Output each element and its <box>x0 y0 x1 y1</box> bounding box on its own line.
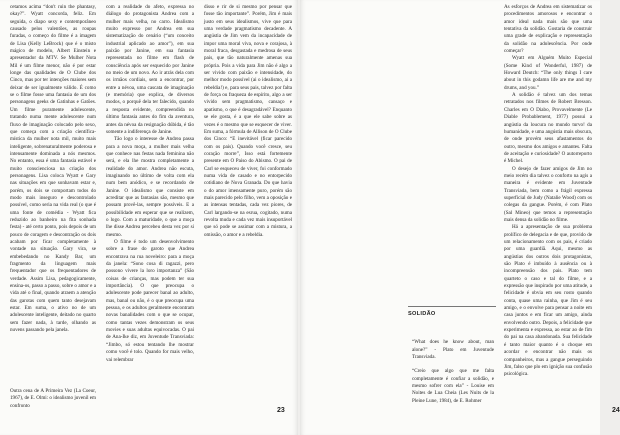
section-rule <box>408 306 496 307</box>
paragraph: O desejo de fazer amigos de Jim no meio recém dia talvez o conforto na agis a maneira é evidente em Juventude Transviada, bem como a frágil expressa superficial de Judy (Natalie Wood) com os colegas da gangue. Porém, é com Plato (Sal Mineo) que temos a representação mais densa da solidão no filme. <box>504 165 592 223</box>
section-title: SOLIDÃO <box>408 311 436 317</box>
epigraph-quote: “What does he know about, man alone?” - Plato em Juventude Transviada. <box>412 339 494 361</box>
epigraph-quote: “Creio que algo que me falta completamente é confiar a solidão, e mesmo sofrer com ela” - Louise em Noites de Lua Cheia (Les Nuits de la Pleine Lune, 1984), de E. Rohmer <box>412 368 494 404</box>
paragraph: O filme é todo um desenvolvimento sobre a frase do garoto que Andrea encontrava na rua noveleiro: para a moça da janela: “Sono cosa di ragazzi, pero possono vivere la loro importanza” (São coisas de crianças, mas podem ter sua importância). O que preocupa o adolescente pode parecer banal ao adulto, mas, banal ou não, é o que preocupa uma pessoa, e os adultos geralmente encontram novas banalidades com o que se ocupar, como tantas vezes demonstram os seus movies e suas adultas equivocadas. O pai de Ana-Ike diz, em Juventude Transviada: “Jimbo, só estou tentando lhe mostrar como você é tolo. Quando for mais velho, vai relembrar <box>106 239 194 363</box>
paragraph: cetamos acima “don't ruin the phantasy, okay?”. Wyatt concorda, feliz. Em seguida, o diapo sexy e contemporâneo causado pelos valentões, as roupas furadas, o começo do filme é a imagem de Lisa (Kelly LeBrock) que é o misto mágico de modelo, Albert Einstein e apresentador da MTV. Se Mulher Nota Mil é um filme menor, não é por estar longe das qualidades de O Clube dos Cinco, mas por ter intenções maiores sem deixar de ser igualmente válido. É como se o filme fosse uma fantasia de um dos personagens geeks de Gatinhas e Gatões. Um filme puramente adolescente, tratando numa mente adolescente num fluxo de imaginação colocado pelo sexo, que começa com a criação científica-mística da mulher nota mil, muito mais inteligente, sobrenaturalmente poderosa e intensamente dominada a nós mesmos. No entanto, essa é uma fantasia estável e muito conscienciosa na criação dos personagens. Lisa coloca Wyatt e Gary nas situações em que sonhavam estar e, porém, os dois se comportam todos do modo mais inseguro e descontrolado possível, como seria na vida real (o que é uma fonte de comédia - Wyatt fica reduzido ao banheiro na fita sonhada festa) - até certo ponto, pois depois de um pouco de coragem e descontração os dois acabam por ficar completamente à vontade na situação. Gary vira, se embebedando no Kandy Bar, um fragmento da linguagem mais frequentador que os frequentadores de verdade. Assim Lisa, pedagogicamente, ensina-os, passo a passo, sobre o amor e a vida até o final, quando atraem a atenção das garotas com quem tanto desejavam estar. Em suma, o ativo no de um adolescente inteligente, deitado no quarto sem fazer nada, à tarde, olhando as nuvens passando pela janela. <box>10 4 96 334</box>
paragraph: A solidão é talvez um dos temas retratados nos filmes de Robert Bresson. Charles em O Diabo, Provavelmente (Le Diable Probablement, 1977) possui a angústia da loucura no mundo turvo! da humanidade, e uma angústia mais obscura, de onde provém seus afastamentos do outro, mesmo dos amigos e amantes. Falta de aceitação e curiosidade? O autorreporto é Michel. <box>504 92 592 165</box>
page-number-left: 23 <box>277 407 285 414</box>
right-column-3 <box>504 4 592 379</box>
paragraph: Wyatt em Alguém Muito Especial (Some Kind of Wonderful, 1987) de Howard Deutch: “The only things I care about in this godamn life are me and my drums, and you.” <box>504 55 592 91</box>
paragraph: disso e rir de si mesmo por pensar que fosse tão importante”. Porém, Jim é mais justo em seus idealismos, vive que para uma verdade pragmatismo decadente. A angústia de Jim vem da incapacidade de impor uma moral viva, nova e corajosa, à moral fraca, desgastada e medrosa de seus pais, que tão naturalmente amenas sua própria. Pois a vida para Jim não é algo a ser vivido com paixão e intensidade, do melhor modo possível (ai o idealismo, ai a rebeldia!) e, para seus pais, talvez por falta de força ou fraqueza de espírito, algo a ser vivido sem pragmatismo, cansaço e apatismo, o que é desagradável? Enquanto se ele gosta, é a que ele sabe sobre as vezes é o mesmo que se esquecer de viver. Em suma, a fórmula de Allison de O Clube dos Cinco: “E inevitável (ficar parecido com os pais). Quando você cresce, seu coração morre”, Isso está fortemente presente em O Paiso do Abismo. O pai de Carl se esqueceu de viver, foi conformado numa vida de casado e no entorpecido cotidiano de Nova Granada. Do que havia o do amor imensamente puro, porém são mais parecido pelo filho, vem a oposição e as intensas tentadas, cada vez piores, de Carl largando-se na esrua, cogitado, numa revolta muda e cada vez mais insuportável que só pode se assimar com a mistura, a omissão, o amor e a rebeldia. <box>204 4 292 238</box>
right-page <box>300 0 620 435</box>
left-column-1 <box>10 4 96 334</box>
paragraph: Há a apresentação de sua problema prolífico de delegacia e de que, provido de um relacionamento com os pais, é criado por uma guardiã. Aqui, mesmo as angústias dos outros dois protagonistas, são Plato é imbuído à ausência ou à incompreensão dos pais. Plato tem quarteto o caso e tal do filme, e a expressão que inspirado por uma atitude, a felicidade é obvia em seu rosto quando conta, quase uma rainha, que Jim é seu amigo, e o envolve para pensar a noite em casa juntos e em ficar um amigo, ainda envolvendo outro. Depois, a felicidade que experimenta e expressa, ao estar ao de fim do pai na casa abandonada. Sua felicidade é tanto maior quanto é o choque em acordar e encontrar não mais os companheiros, mas a gangue perseguindo Jim, falso que plo em ignição sua confusão psicológica. <box>504 224 592 378</box>
photo-caption: Outra cena de A Primeira Vez (La Coeur, 1967), de E. Olmi: o idealismo juvenil em confronto <box>10 388 96 409</box>
left-column-3 <box>204 4 292 239</box>
left-column-2 <box>106 4 194 364</box>
page-number-right: 24 <box>612 407 620 414</box>
paragraph: As esforços de Andrea em sistematizar os procedimentos amorosos e encontrar o amor ideal nada mais são que uma tentativa da solidão. Gostaria de construir uma grade de explicação e representação da solidão na adolescência. Por onde começar? <box>504 4 592 55</box>
left-page <box>0 0 298 435</box>
paragraph: com a realidade do afeto, expressa no diálogo do protagonista Andrea com a mulher mais velha, no carro. Idealismo muito expresso por Andrea em sua sistematização do cenário (“um conceito industrial aplicado ao amor”), em sua paixão por Janine, em sua fantasia representada no filme em flash de consciência após ser esquecido por Janine no meio de um novo. Ao ir atrás dela com os irmãos cordiais, sem a encontrar, por entre a névoa, uma cascata de imaginação (e memória) que explica, de diversos modos, o porquê dela ter falecido, quando a resposta evidente, compreendida no último fantasia antes do fim da aventura, antes da névoa da resignação dúbida, é tão somente a indiferença de Janine. <box>106 4 194 135</box>
paragraph: Tão logo o interesse de Andrea passa para a nova moça, a mulher mais velha que conhece nas festas nada feminina não será, e ela lhe mostra completamente a realidade do amor. Andrea não escuta, imaginando no último de volta com ela num bem anódico, e se recordando de Janine. O idealismo que consiste em acreditar que as fantasias são, mesmo que possam provê-las, sempre possíveis. E a possibilidade em esperar que se realizem, o logo. Com a maturidade, o que a moça lhe disse Andrea percebeu desta vez por si mesmo. <box>106 136 194 238</box>
right-column-2 <box>408 4 494 405</box>
